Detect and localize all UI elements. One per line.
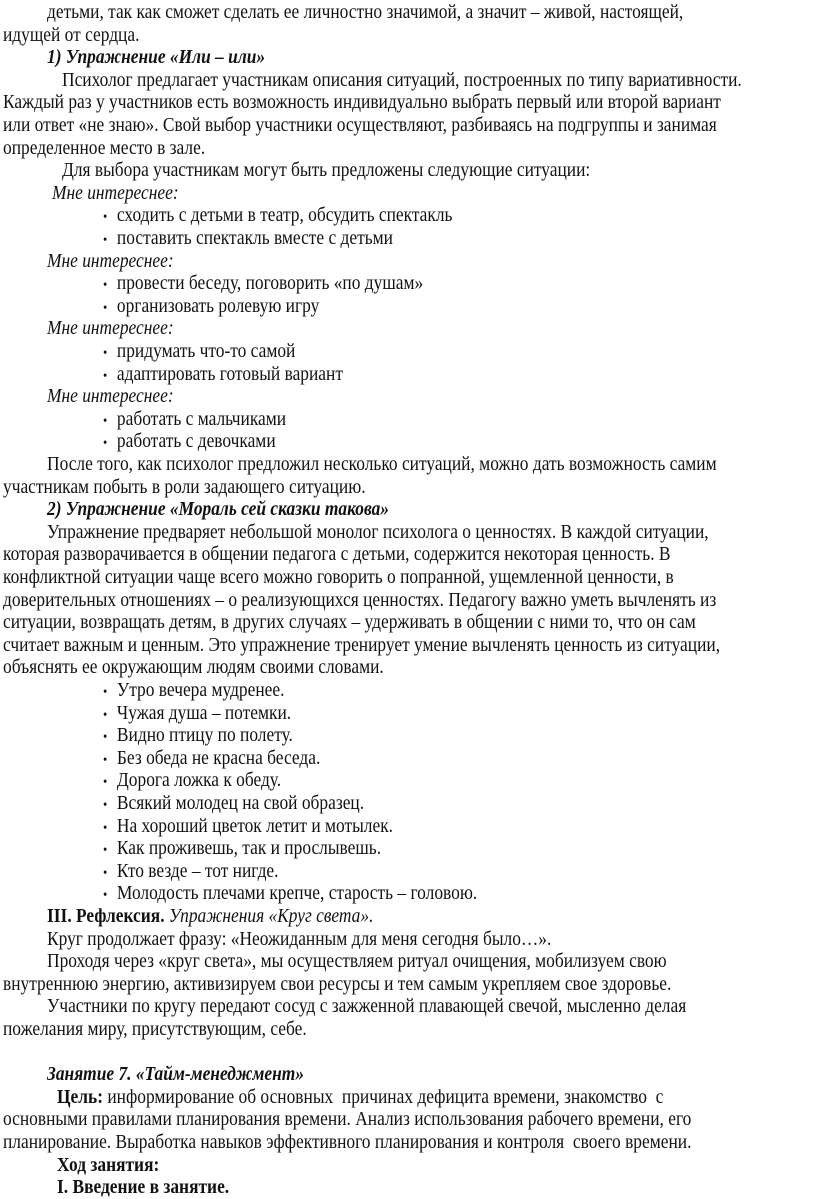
bullet-icon: • bbox=[103, 346, 108, 361]
text-line bbox=[3, 543, 671, 566]
text-run: Круг продолжает фразу: «Неожиданным для меня сегодня было…». bbox=[47, 927, 552, 950]
text-line bbox=[47, 995, 686, 1018]
text-line bbox=[3, 114, 717, 137]
text-line bbox=[3, 634, 720, 657]
text-line bbox=[47, 521, 709, 544]
text-run: Всякий молодец на свой образец. bbox=[116, 792, 365, 814]
list-item bbox=[103, 702, 291, 725]
list-item bbox=[103, 724, 293, 747]
text-run: Как проживешь, так и прослывешь. bbox=[116, 837, 382, 860]
text-run: Утро вечера мудренее. bbox=[116, 679, 285, 701]
text-line bbox=[3, 24, 139, 47]
text-run: Участники по кругу передают сосуд с зажженной плавающей свечой, мысленно делая bbox=[47, 995, 687, 1018]
bullet-icon: • bbox=[103, 233, 108, 248]
text-run: внутреннюю энергию, активизируем свои ресурсы и тем самым укрепляем свое здоровье. bbox=[3, 972, 672, 995]
text-run: работать с девочками bbox=[116, 430, 276, 453]
text-run: Ход занятия: bbox=[57, 1153, 160, 1176]
text-run: информирование об основных причинах дефицита времени, знакомство с bbox=[107, 1085, 664, 1108]
list-item bbox=[103, 430, 276, 453]
bullet-icon: • bbox=[103, 888, 108, 904]
text-run: Молодость плечами крепче, старость – головою. bbox=[116, 882, 478, 905]
text-line bbox=[3, 973, 671, 996]
text-run: III. Рефлексия. bbox=[47, 905, 169, 927]
text-run: или ответ «не знаю». Свой выбор участники осуществляют, разбиваясь на подгруппы и занимая bbox=[3, 114, 717, 136]
list-item bbox=[103, 815, 393, 838]
bullet-icon: • bbox=[103, 685, 108, 700]
text-run: Мне интереснее: bbox=[47, 317, 174, 340]
text-line bbox=[47, 1063, 304, 1086]
text-run: Кто везде – тот нигде. bbox=[116, 859, 279, 882]
text-run: адаптировать готовый вариант bbox=[116, 362, 343, 385]
text-run: Цель: bbox=[57, 1085, 108, 1108]
text-line bbox=[47, 317, 174, 340]
text-line bbox=[52, 182, 179, 205]
bullet-icon: • bbox=[103, 210, 108, 226]
text-line bbox=[3, 91, 721, 114]
text-run: Мне интереснее: bbox=[47, 385, 174, 408]
text-run: объяснять ее окружающим людям своими словами. bbox=[3, 656, 384, 679]
text-line bbox=[47, 928, 551, 951]
list-item bbox=[103, 363, 343, 386]
text-line bbox=[3, 656, 384, 679]
text-run: Мне интереснее: bbox=[47, 249, 174, 272]
bullet-icon: • bbox=[103, 413, 108, 429]
bullet-icon: • bbox=[103, 436, 108, 452]
bullet-icon: • bbox=[103, 300, 108, 316]
bullet-icon: • bbox=[103, 278, 108, 294]
text-run: Упражнения «Круг света». bbox=[168, 905, 374, 927]
text-line bbox=[3, 476, 366, 499]
text-line bbox=[3, 1131, 691, 1154]
text-run: Дорога ложка к обеду. bbox=[116, 769, 282, 792]
text-run: пожелания миру, присутствующим, себе. bbox=[3, 1018, 307, 1040]
list-item bbox=[103, 792, 364, 815]
text-line bbox=[3, 137, 205, 160]
text-line bbox=[47, 453, 717, 476]
text-line bbox=[62, 159, 590, 182]
bullet-icon: • bbox=[103, 707, 108, 723]
text-line bbox=[47, 250, 174, 273]
list-item bbox=[103, 272, 423, 295]
text-run: Чужая душа – потемки. bbox=[116, 701, 292, 724]
text-run: Каждый раз у участников есть возможность индивидуально выбрать первый или второй вариант bbox=[3, 91, 721, 114]
text-run: Мне интереснее: bbox=[52, 181, 179, 204]
text-run: I. Введение в занятие. bbox=[57, 1176, 230, 1199]
text-run: Проходя через «круг света», мы осуществляем ритуал очищения, мобилизуем свою bbox=[47, 950, 667, 973]
text-run: работать с мальчиками bbox=[116, 407, 287, 430]
list-item bbox=[103, 747, 320, 770]
text-run: поставить спектакль вместе с детьми bbox=[116, 227, 393, 249]
text-run: После того, как психолог предложил несколько ситуаций, можно дать возможность самим bbox=[47, 453, 717, 475]
text-run: придумать что-то самой bbox=[116, 340, 296, 362]
list-item bbox=[103, 340, 295, 363]
text-line bbox=[47, 498, 389, 521]
heading: 1) Упражнение «Или – или» bbox=[47, 46, 266, 69]
list-item bbox=[103, 295, 319, 318]
bullet-icon: • bbox=[103, 865, 108, 881]
text-line bbox=[57, 1176, 229, 1199]
text-run: детьми, так как сможет сделать ее личностно значимой, а значит – живой, настоящей, bbox=[47, 1, 684, 23]
heading: 2) Упражнение «Мораль сей сказки такова» bbox=[47, 498, 390, 521]
text-line bbox=[3, 611, 696, 634]
text-run: организовать ролевую игру bbox=[116, 294, 320, 317]
list-item bbox=[103, 679, 284, 702]
text-run: сходить с детьми в театр, обсудить спектакль bbox=[116, 204, 453, 227]
text-line bbox=[3, 566, 674, 589]
bullet-icon: • bbox=[103, 775, 108, 791]
bullet-icon: • bbox=[103, 798, 108, 813]
bullet-icon: • bbox=[103, 752, 108, 768]
text-line bbox=[3, 589, 716, 612]
bullet-icon: • bbox=[103, 368, 108, 384]
text-line bbox=[47, 385, 174, 408]
list-item bbox=[103, 769, 281, 792]
list-item bbox=[103, 408, 286, 431]
list-item bbox=[103, 860, 278, 883]
text-line bbox=[47, 46, 265, 69]
text-line bbox=[57, 1086, 663, 1109]
heading: Занятие 7. «Тайм-менеджмент» bbox=[47, 1063, 304, 1086]
text-run: планирование. Выработка навыков эффективного планирования и контроля своего времени. bbox=[3, 1131, 692, 1153]
text-run: Для выбора участникам могут быть предложены следующие ситуации: bbox=[62, 159, 591, 182]
text-line bbox=[47, 905, 373, 928]
list-item bbox=[103, 837, 381, 860]
text-line bbox=[3, 1108, 691, 1131]
text-run: определенное место в зале. bbox=[3, 136, 206, 159]
list-item bbox=[103, 227, 393, 250]
text-run: Психолог предлагает участникам описания ситуаций, построенных по типу вариативности. bbox=[62, 68, 742, 91]
bullet-icon: • bbox=[103, 730, 108, 746]
text-run: провести беседу, поговорить «по душам» bbox=[116, 272, 424, 295]
text-line bbox=[3, 1018, 307, 1041]
list-item bbox=[103, 204, 452, 227]
text-run: считает важным и ценным. Это упражнение тренирует умение вычленять ценность из ситуации, bbox=[3, 633, 721, 656]
text-run: На хороший цветок летит и мотылек. bbox=[116, 814, 394, 837]
text-run: участникам побыть в роли задающего ситуацию. bbox=[3, 475, 366, 498]
bullet-icon: • bbox=[103, 820, 108, 836]
text-run: которая разворачивается в общении педагога с детьми, содержится некоторая ценность. В bbox=[3, 543, 671, 566]
text-line bbox=[47, 1, 683, 24]
text-line bbox=[62, 69, 742, 92]
text-run: основными правилами планирования времени. Анализ использования рабочего времени, его bbox=[3, 1108, 692, 1131]
text-run: конфликтной ситуации чаще всего можно говорить о попранной, ущемленной ценности, в bbox=[3, 566, 674, 588]
text-line bbox=[47, 950, 667, 973]
text-run: Упражнение предваряет небольшой монолог психолога о ценностях. В каждой ситуации, bbox=[47, 520, 709, 543]
text-run: Без обеда не красна беседа. bbox=[116, 746, 321, 769]
list-item bbox=[103, 882, 477, 905]
text-run: идущей от сердца. bbox=[3, 23, 140, 46]
text-run: доверительных отношениях – о реализующихся ценностях. Педагогу важно уметь вычленять из bbox=[3, 588, 717, 611]
bullet-icon: • bbox=[103, 843, 108, 859]
text-line bbox=[57, 1154, 159, 1177]
text-run: ситуации, возвращать детям, в других случаях – удерживать в общении с ними то, что он сам bbox=[3, 611, 696, 634]
text-run: Видно птицу по полету. bbox=[116, 724, 293, 747]
